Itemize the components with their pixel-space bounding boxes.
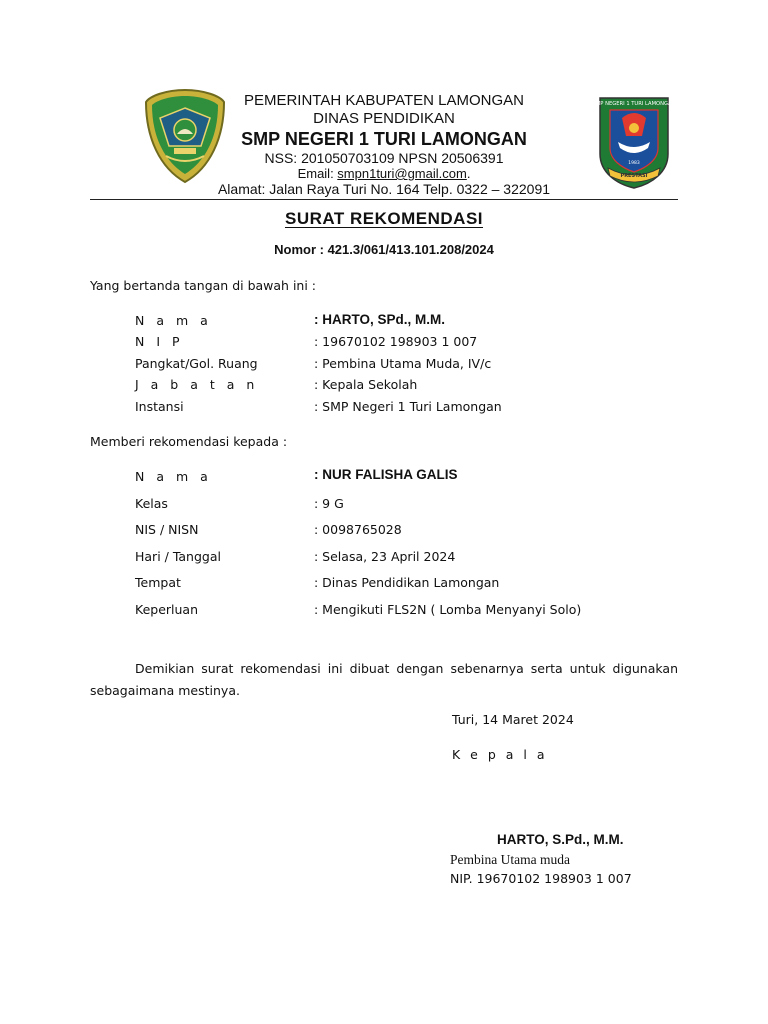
header-address: Alamat: Jalan Raya Turi No. 164 Telp. 0322 – 322091 xyxy=(217,181,551,197)
student-name-label: N a m a xyxy=(135,469,212,484)
closing-line-2: sebagaimana mestinya. xyxy=(90,683,240,698)
signer-name-label: N a m a xyxy=(135,313,212,328)
signer-institution-value: : SMP Negeri 1 Turi Lamongan xyxy=(314,399,502,414)
header-divider xyxy=(90,199,678,200)
student-class-label: Kelas xyxy=(135,496,168,511)
header-department: DINAS PENDIDIKAN xyxy=(313,110,455,127)
closing-line-1: Demikian surat rekomendasi ini dibuat dengan sebenarnya serta untuk digunakan xyxy=(135,661,678,676)
student-purpose-label: Keperluan xyxy=(135,602,199,617)
signer-position-value: : Kepala Sekolah xyxy=(314,377,418,392)
signer-rank-value: : Pembina Utama Muda, IV/c xyxy=(314,356,492,371)
signature-rank: Pembina Utama muda xyxy=(450,852,570,867)
student-date-label: Hari / Tanggal xyxy=(135,549,221,564)
student-date-value: : Selasa, 23 April 2024 xyxy=(314,549,456,564)
letter-number: Nomor : 421.3/061/413.101.208/2024 xyxy=(274,242,494,257)
header-email-end: . xyxy=(466,166,471,181)
signer-name-value: : HARTO, SPd., M.M. xyxy=(314,312,445,327)
school-emblem-text: SMP NEGERI 1 TURI LAMONGAN xyxy=(592,101,676,107)
signer-position-label: J a b a t a n xyxy=(135,377,259,392)
signer-nip-label: N I P xyxy=(135,334,184,349)
school-emblem-year: 1983 xyxy=(628,161,640,166)
recommend-intro-text: Memberi rekomendasi kepada : xyxy=(90,434,288,449)
signature-nip: NIP. 19670102 198903 1 007 xyxy=(450,871,632,886)
header-school-name: SMP NEGERI 1 TURI LAMONGAN xyxy=(241,129,527,149)
signature-position: K e p a l a xyxy=(452,747,548,762)
place-date: Turi, 14 Maret 2024 xyxy=(452,712,574,727)
student-nis-value: : 0098765028 xyxy=(314,522,402,537)
signer-rank-label: Pangkat/Gol. Ruang xyxy=(135,356,258,371)
student-place-label: Tempat xyxy=(135,575,181,590)
letter-title-text: SURAT REKOMENDASI xyxy=(284,209,484,228)
student-class-value: : 9 G xyxy=(314,496,344,511)
email-link[interactable]: smpn1turi@gmail.com xyxy=(337,166,467,181)
header-government: PEMERINTAH KABUPATEN LAMONGAN xyxy=(243,92,525,109)
signer-institution-label: Instansi xyxy=(135,399,184,414)
letter-title xyxy=(0,209,768,229)
header-email-label: Email: xyxy=(297,166,338,181)
intro-text: Yang bertanda tangan di bawah ini : xyxy=(90,278,317,293)
student-nis-label: NIS / NISN xyxy=(135,522,199,537)
student-name-value: : NUR FALISHA GALIS xyxy=(314,467,458,482)
closing-paragraph xyxy=(90,658,678,702)
header-nss: NSS: 201050703109 NPSN 20506391 xyxy=(264,150,504,166)
signature-name: HARTO, S.Pd., M.M. xyxy=(497,832,624,847)
school-emblem-banner: PRESTASI xyxy=(620,173,648,179)
student-purpose-value: : Mengikuti FLS2N ( Lomba Menyanyi Solo) xyxy=(314,602,582,617)
student-place-value: : Dinas Pendidikan Lamongan xyxy=(314,575,500,590)
signer-nip-value: : 19670102 198903 1 007 xyxy=(314,334,478,349)
header-email xyxy=(150,166,618,181)
